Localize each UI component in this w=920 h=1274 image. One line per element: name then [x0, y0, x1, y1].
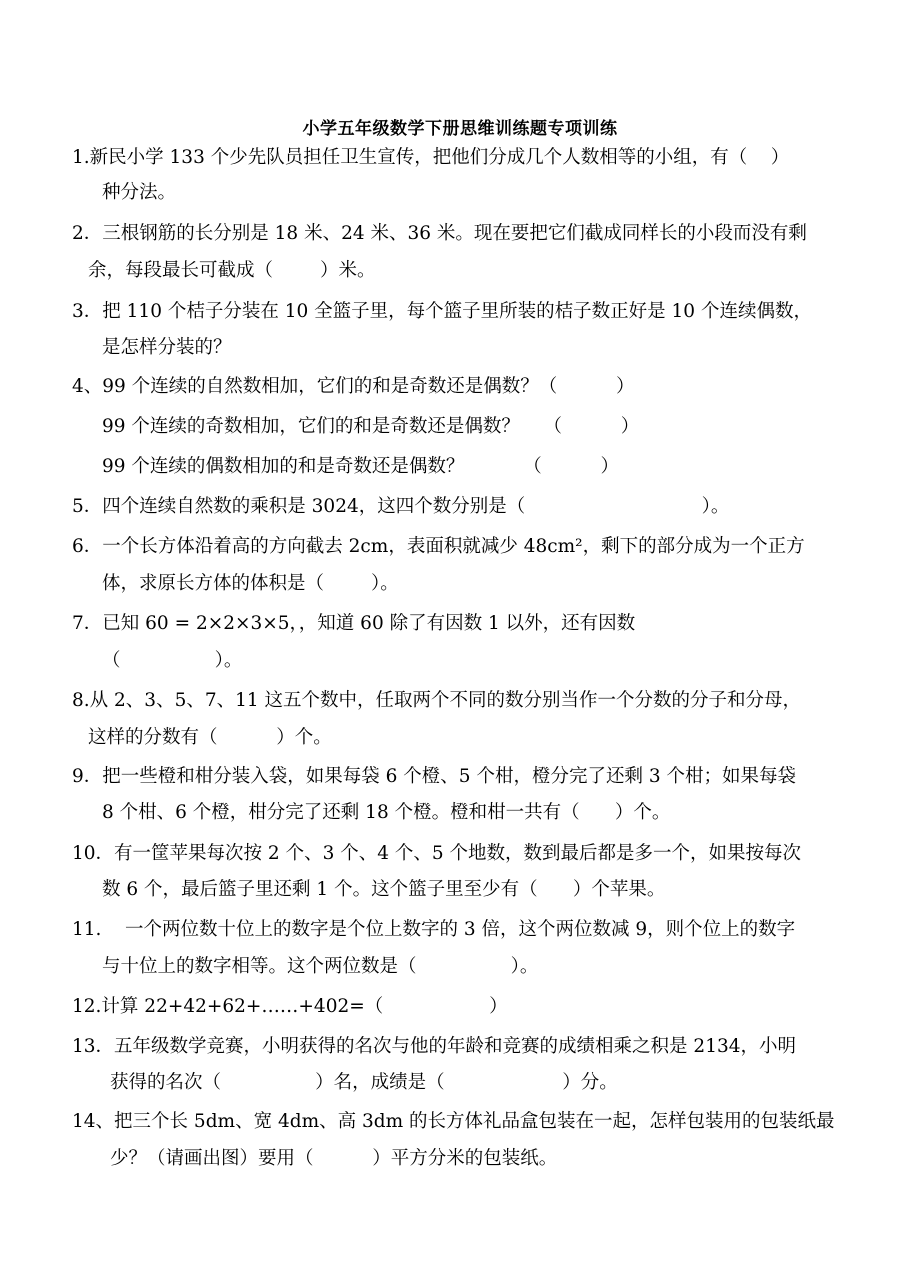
question-9-line-1: 9．把一些橙和柑分装入袋，如果每袋 6 个橙、5 个柑，橙分完了还剩 3 个柑；如果每袋	[72, 766, 796, 787]
question-7-line-2: （ ）。	[102, 650, 243, 671]
question-2-line-2: 余，每段最长可截成（ ）米。	[88, 260, 376, 281]
question-13-line-2: 获得的名次（ ）名，成绩是（ ）分。	[110, 1072, 618, 1093]
question-8-line-1: 8.从 2、3、5、7、11 这五个数中，任取两个不同的数分别当作一个分数的分子和分母，	[72, 690, 802, 711]
question-3-line-2: 是怎样分装的？	[102, 337, 232, 358]
question-4-line-3: 99 个连续的偶数相加的和是奇数还是偶数？ （ ）	[102, 456, 620, 477]
question-11-line-1: 11. 一个两位数十位上的数字是个位上数字的 3 倍，这个两位数减 9，则个位上的数字	[72, 919, 796, 940]
question-5-line-1: 5．四个连续自然数的乘积是 3024，这四个数分别是（ ）。	[72, 496, 730, 517]
question-14-line-1: 14、把三个长 5dm、宽 4dm、高 3dm 的长方体礼品盒包装在一起，怎样包装用的包装纸最	[72, 1111, 835, 1132]
question-14-line-2: 少？（请画出图）要用（ ）平方分米的包装纸。	[110, 1148, 558, 1169]
question-1-line-2: 种分法。	[102, 182, 177, 203]
question-8-line-2: 这样的分数有（ ）个。	[88, 727, 332, 748]
question-10-line-2: 数 6 个，最后篮子里还剩 1 个。这个篮子里至少有（ ）个苹果。	[102, 879, 666, 900]
question-6-line-2: 体，求原长方体的体积是（ ）。	[102, 573, 399, 594]
question-2-line-1: 2．三根钢筋的长分别是 18 米、24 米、36 米。现在要把它们截成同样长的小段而没有剩	[72, 223, 807, 244]
question-6-line-1: 6．一个长方体沿着高的方向截去 2cm，表面积就减少 48cm²，剩下的部分成为一个正方	[72, 536, 805, 557]
question-13-line-1: 13．五年级数学竞赛，小明获得的名次与他的年龄和竞赛的成绩相乘之积是 2134，小明	[72, 1036, 797, 1057]
question-10-line-1: 10．有一筐苹果每次按 2 个、3 个、4 个、5 个地数，数到最后都是多一个，如果按每次	[72, 843, 802, 864]
question-4-line-2: 99 个连续的奇数相加，它们的和是奇数还是偶数？ （ ）	[102, 416, 640, 437]
question-12-line-1: 12.计算 22+42+62+……+402=（ ）	[72, 996, 508, 1017]
question-11-line-2: 与十位上的数字相等。这个两位数是（ ）。	[102, 956, 539, 977]
question-7-line-1: 7．已知 60 = 2×2×3×5，，知道 60 除了有因数 1 以外，还有因数	[72, 613, 636, 634]
question-3-line-1: 3．把 110 个桔子分装在 10 全篮子里，每个篮子里所装的桔子数正好是 10 个连续偶数，	[72, 301, 812, 322]
question-9-line-2: 8 个柑、6 个橙，柑分完了还剩 18 个橙。橙和柑一共有（ ）个。	[102, 802, 671, 823]
question-1-line-1: 1.新民小学 133 个少先队员担任卫生宣传，把他们分成几个人数相等的小组，有（ ）	[72, 147, 790, 168]
page-title: 小学五年级数学下册思维训练题专项训练	[302, 119, 618, 139]
question-4-line-1: 4、99 个连续的自然数相加，它们的和是奇数还是偶数？（ ）	[72, 376, 635, 397]
